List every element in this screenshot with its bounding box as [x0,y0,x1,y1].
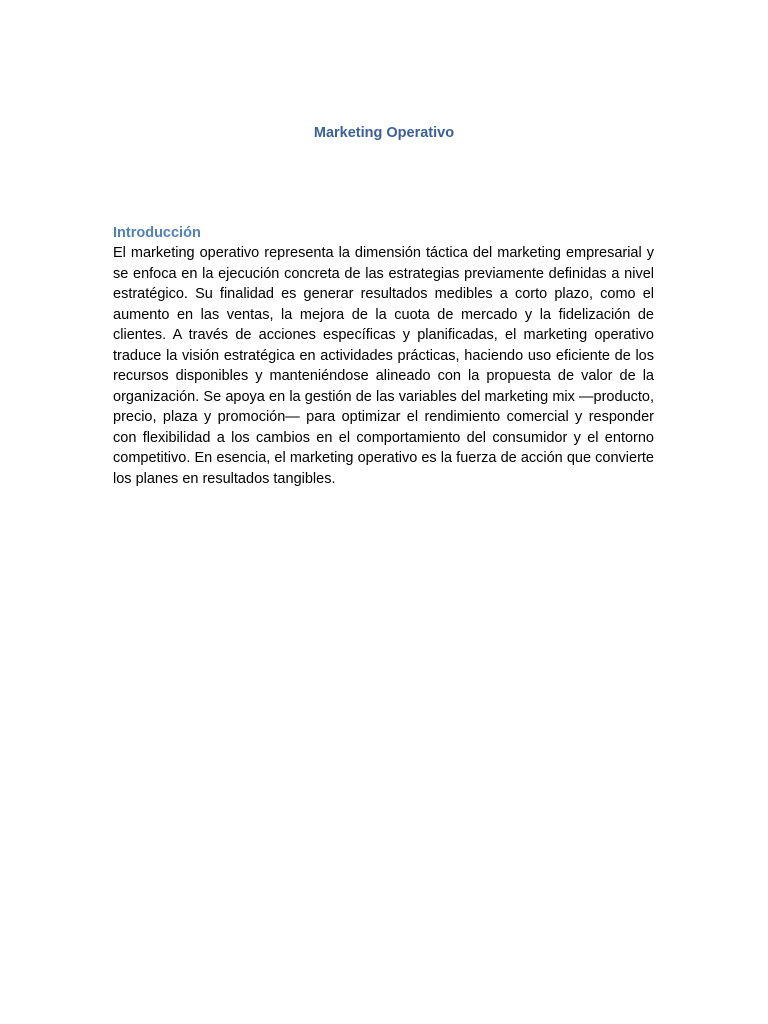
section-paragraph: El marketing operativo representa la dimensión táctica del marketing empresarial y se enfoca en la ejecución concreta de las estrategias previamente definidas a nivel estratégico. Su finalidad es generar resultados medibles a corto plazo, como el aumento en las ventas, la mejora de la cuota de mercado y la fidelización de clientes. A través de acciones específicas y planificadas, el marketing operativo traduce la visión estratégica en actividades prácticas, haciendo uso eficiente de los recursos disponibles y manteniéndose alineado con la propuesta de valor de la organización. Se apoya en la gestión de las variables del marketing mix —producto, precio, plaza y promoción— para optimizar el rendimiento comercial y responder con flexibilidad a los cambios en el comportamiento del consumidor y el entorno competitivo. En esencia, el marketing operativo es la fuerza de acción que convierte los planes en resultados tangibles. [113,245,654,487]
section-introduccion [113,224,654,489]
document-title: Marketing Operativo [313,125,455,141]
section-heading: Introducción [113,225,201,241]
